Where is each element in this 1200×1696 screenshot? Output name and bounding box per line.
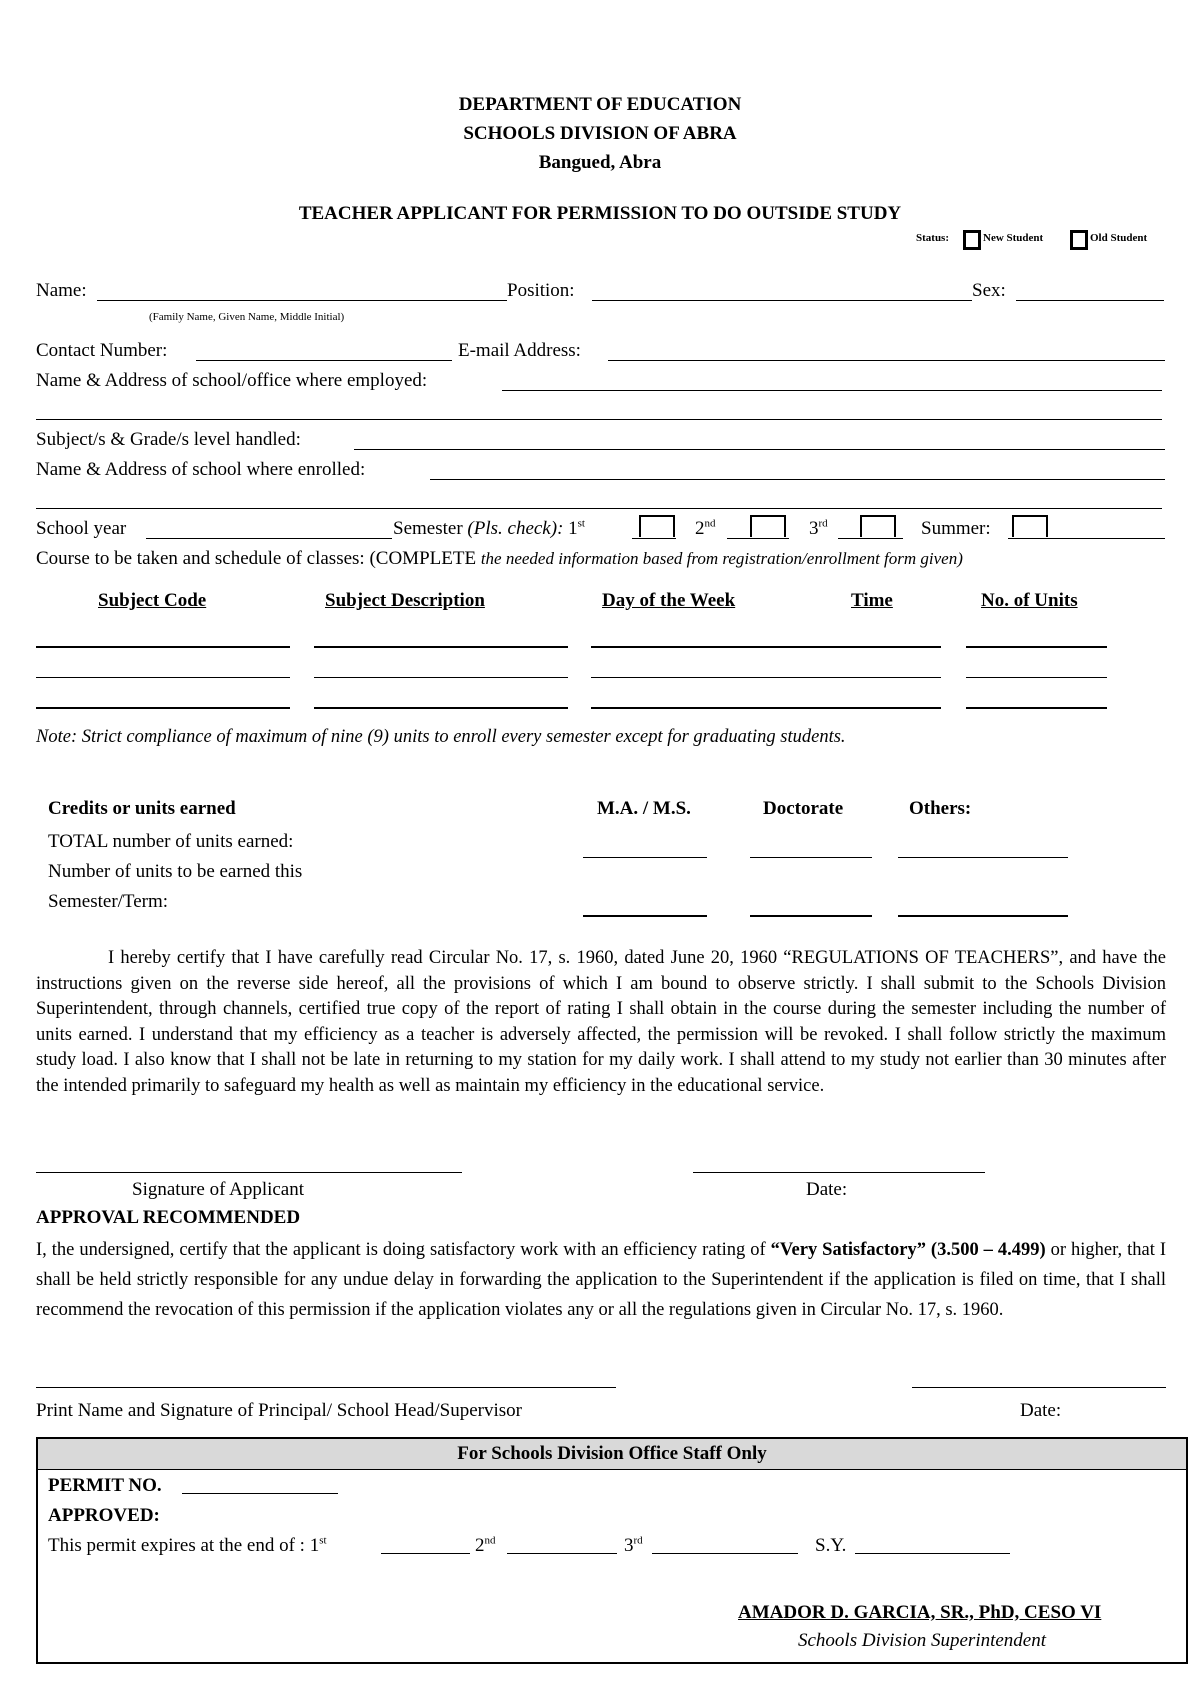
position-field[interactable] [592, 300, 972, 301]
form-title: TEACHER APPLICANT FOR PERMISSION TO DO OUTSIDE STUDY [298, 203, 902, 224]
approval-title: APPROVAL RECOMMENDED [36, 1207, 301, 1228]
summer-line [1008, 538, 1165, 539]
permit-number-field[interactable] [182, 1493, 338, 1494]
approval-text-b: or higher, that I shall be held strictly responsible for any undue delay in forwarding the application to the Superintendent if the application is filed on time, that I shall recommend the revocation of this permission if the application violates any or all the regulations given in Circular No. 17, s. 1960. [36, 1240, 1166, 1320]
schedule-units-3[interactable] [966, 707, 1107, 709]
credits-row-term: Semester/Term: [48, 891, 169, 912]
schedule-header-units: No. of Units [981, 590, 1078, 611]
schedule-day-1[interactable] [591, 646, 941, 648]
total-doctorate-field[interactable] [750, 857, 872, 858]
expires-sup3: rd [633, 1534, 643, 1547]
expires-2nd-text: 2 [475, 1535, 485, 1556]
schedule-day-2[interactable] [591, 677, 941, 678]
expires-sup1: st [319, 1534, 327, 1547]
units-note: Note: Strict compliance of maximum of nine (9) units to enroll every semester except for graduating students. [36, 727, 846, 747]
schedule-units-2[interactable] [966, 677, 1107, 678]
expires-3rd-field[interactable] [652, 1553, 798, 1554]
credits-col-others: Others: [909, 798, 972, 819]
enrolled-field[interactable] [430, 479, 1165, 480]
semester-row [393, 518, 585, 540]
sem3-label: 3 [809, 518, 819, 539]
total-ma-field[interactable] [583, 857, 707, 858]
schedule-header-time: Time [851, 590, 893, 611]
course-row [36, 548, 963, 570]
sem3-sup: rd [818, 517, 828, 530]
schedule-header-description: Subject Description [325, 590, 485, 611]
email-label: E-mail Address: [458, 340, 581, 361]
course-hint: the needed information based from registration/enrollment form given) [480, 549, 963, 568]
superintendent-title: Schools Division Superintendent [798, 1630, 1047, 1651]
schedule-desc-2[interactable] [314, 677, 568, 678]
employer-field[interactable] [502, 390, 1162, 391]
sem1-checkbox[interactable] [639, 515, 675, 537]
expires-3rd-text: 3 [624, 1535, 634, 1556]
contact-label: Contact Number: [36, 340, 168, 361]
term-doctorate-field[interactable] [750, 915, 872, 917]
enrolled-field-line2[interactable] [36, 508, 1162, 509]
credits-row-total: TOTAL number of units earned: [48, 831, 294, 852]
employer-field-line2[interactable] [36, 419, 1162, 420]
sem1-line [632, 538, 676, 539]
schedule-code-3[interactable] [36, 707, 290, 709]
sem1-label: 1 [568, 518, 578, 539]
sex-label: Sex: [972, 280, 1006, 301]
name-label: Name: [36, 280, 87, 301]
superintendent-name: AMADOR D. GARCIA, SR., PhD, CESO VI [738, 1602, 1102, 1623]
employer-label: Name & Address of school/office where employed: [36, 370, 428, 391]
schedule-desc-3[interactable] [314, 707, 568, 709]
expires-label [48, 1535, 327, 1557]
schedule-desc-1[interactable] [314, 646, 568, 648]
schedule-header-code: Subject Code [98, 590, 207, 611]
permit-number-label: PERMIT NO. [48, 1475, 162, 1496]
expires-2nd-field[interactable] [507, 1553, 617, 1554]
semester-label: Semester [393, 518, 463, 539]
principal-date-label: Date: [1020, 1400, 1062, 1421]
sem3-line [838, 538, 903, 539]
total-others-field[interactable] [898, 857, 1068, 858]
principal-signature-label: Print Name and Signature of Principal/ School Head/Supervisor [36, 1400, 522, 1421]
new-student-label: New Student [983, 232, 1044, 244]
term-ma-field[interactable] [583, 915, 707, 917]
approval-text-a: I, the undersigned, certify that the applicant is doing satisfactory work with an efficiency rating of [36, 1240, 766, 1260]
schedule-code-2[interactable] [36, 677, 290, 678]
certification-text: I hereby certify that I have carefully read Circular No. 17, s. 1960, dated June 20, 1960 “REGULATIONS OF TEACHERS”, and have the instructions given on the reverse side hereof, all the provisions of which I am bound to observe strictly. I shall submit to the Schools Division Superintendent, through channels, certified true copy of the report of rating I shall obtain in the course during the semester including the number of units earned. I understand that my efficiency as a teacher is adversely affected, the permission will be revoked. I shall follow strictly the maximum study load. I also know that I shall not be late in returning to my station for my daily work. I shall attend to my study not earlier than 30 minutes after the intended primarily to safeguard my health as well as maintain my efficiency in the educational service. [36, 948, 1166, 1096]
sem2-line [727, 538, 789, 539]
expires-sup2: nd [484, 1534, 496, 1547]
summer-label: Summer: [921, 518, 991, 539]
office-box-title: For Schools Division Office Staff Only [38, 1439, 1186, 1470]
sem1-sup: st [577, 517, 585, 530]
applicant-signature-label: Signature of Applicant [132, 1179, 305, 1200]
header-division: SCHOOLS DIVISION OF ABRA [463, 123, 737, 144]
contact-field[interactable] [196, 360, 452, 361]
expires-1st-field[interactable] [381, 1553, 470, 1554]
principal-signature-line[interactable] [36, 1387, 616, 1388]
email-field[interactable] [608, 360, 1165, 361]
applicant-signature-line[interactable] [36, 1172, 462, 1173]
header-dept: DEPARTMENT OF EDUCATION [458, 94, 742, 115]
name-field[interactable] [97, 300, 507, 301]
status-row [916, 232, 949, 244]
sy-field[interactable] [855, 1553, 1010, 1554]
sem2-checkbox[interactable] [750, 515, 786, 537]
subjects-label: Subject/s & Grade/s level handled: [36, 429, 301, 450]
principal-date-line[interactable] [912, 1387, 1166, 1388]
sem2-label: 2 [695, 518, 705, 539]
approval-rating: “Very Satisfactory” (3.500 – 4.499) [770, 1240, 1046, 1260]
expires-text: This permit expires at the end of : 1 [48, 1535, 320, 1556]
school-year-label: School year [36, 518, 127, 539]
subjects-field[interactable] [354, 449, 1165, 450]
credits-col-doctorate: Doctorate [763, 798, 844, 819]
name-hint: (Family Name, Given Name, Middle Initial) [149, 311, 345, 323]
position-label: Position: [507, 280, 575, 301]
sem3-checkbox[interactable] [860, 515, 896, 537]
semester-hint: (Pls. check): [467, 518, 564, 539]
schedule-units-1[interactable] [966, 646, 1107, 648]
sem2-row [695, 518, 716, 540]
credits-row-to-earn: Number of units to be earned this [48, 861, 303, 882]
credits-title: Credits or units earned [48, 798, 236, 819]
course-label: Course to be taken and schedule of classes: (COMPLETE [36, 548, 477, 569]
expires-3rd-label [624, 1535, 643, 1557]
schedule-code-1[interactable] [36, 646, 290, 648]
credits-col-ma: M.A. / M.S. [597, 798, 691, 819]
sy-label: S.Y. [815, 1535, 847, 1556]
old-student-checkbox[interactable] [1070, 230, 1088, 250]
school-year-field[interactable] [146, 538, 392, 539]
sem3-row [809, 518, 828, 540]
approval-text [36, 1235, 1166, 1325]
term-others-field[interactable] [898, 915, 1068, 917]
sex-field[interactable] [1016, 300, 1164, 301]
status-label: Status: [916, 232, 950, 244]
schedule-header-day: Day of the Week [602, 590, 736, 611]
applicant-date-label: Date: [806, 1179, 848, 1200]
old-student-label: Old Student [1090, 232, 1148, 244]
sem2-sup: nd [704, 517, 716, 530]
expires-2nd-label [475, 1535, 496, 1557]
new-student-checkbox[interactable] [963, 230, 981, 250]
approved-label: APPROVED: [48, 1505, 160, 1526]
header-location: Bangued, Abra [538, 152, 662, 173]
summer-checkbox[interactable] [1012, 515, 1048, 537]
schedule-day-3[interactable] [591, 707, 941, 709]
enrolled-label: Name & Address of school where enrolled: [36, 459, 366, 480]
applicant-date-line[interactable] [693, 1172, 985, 1173]
